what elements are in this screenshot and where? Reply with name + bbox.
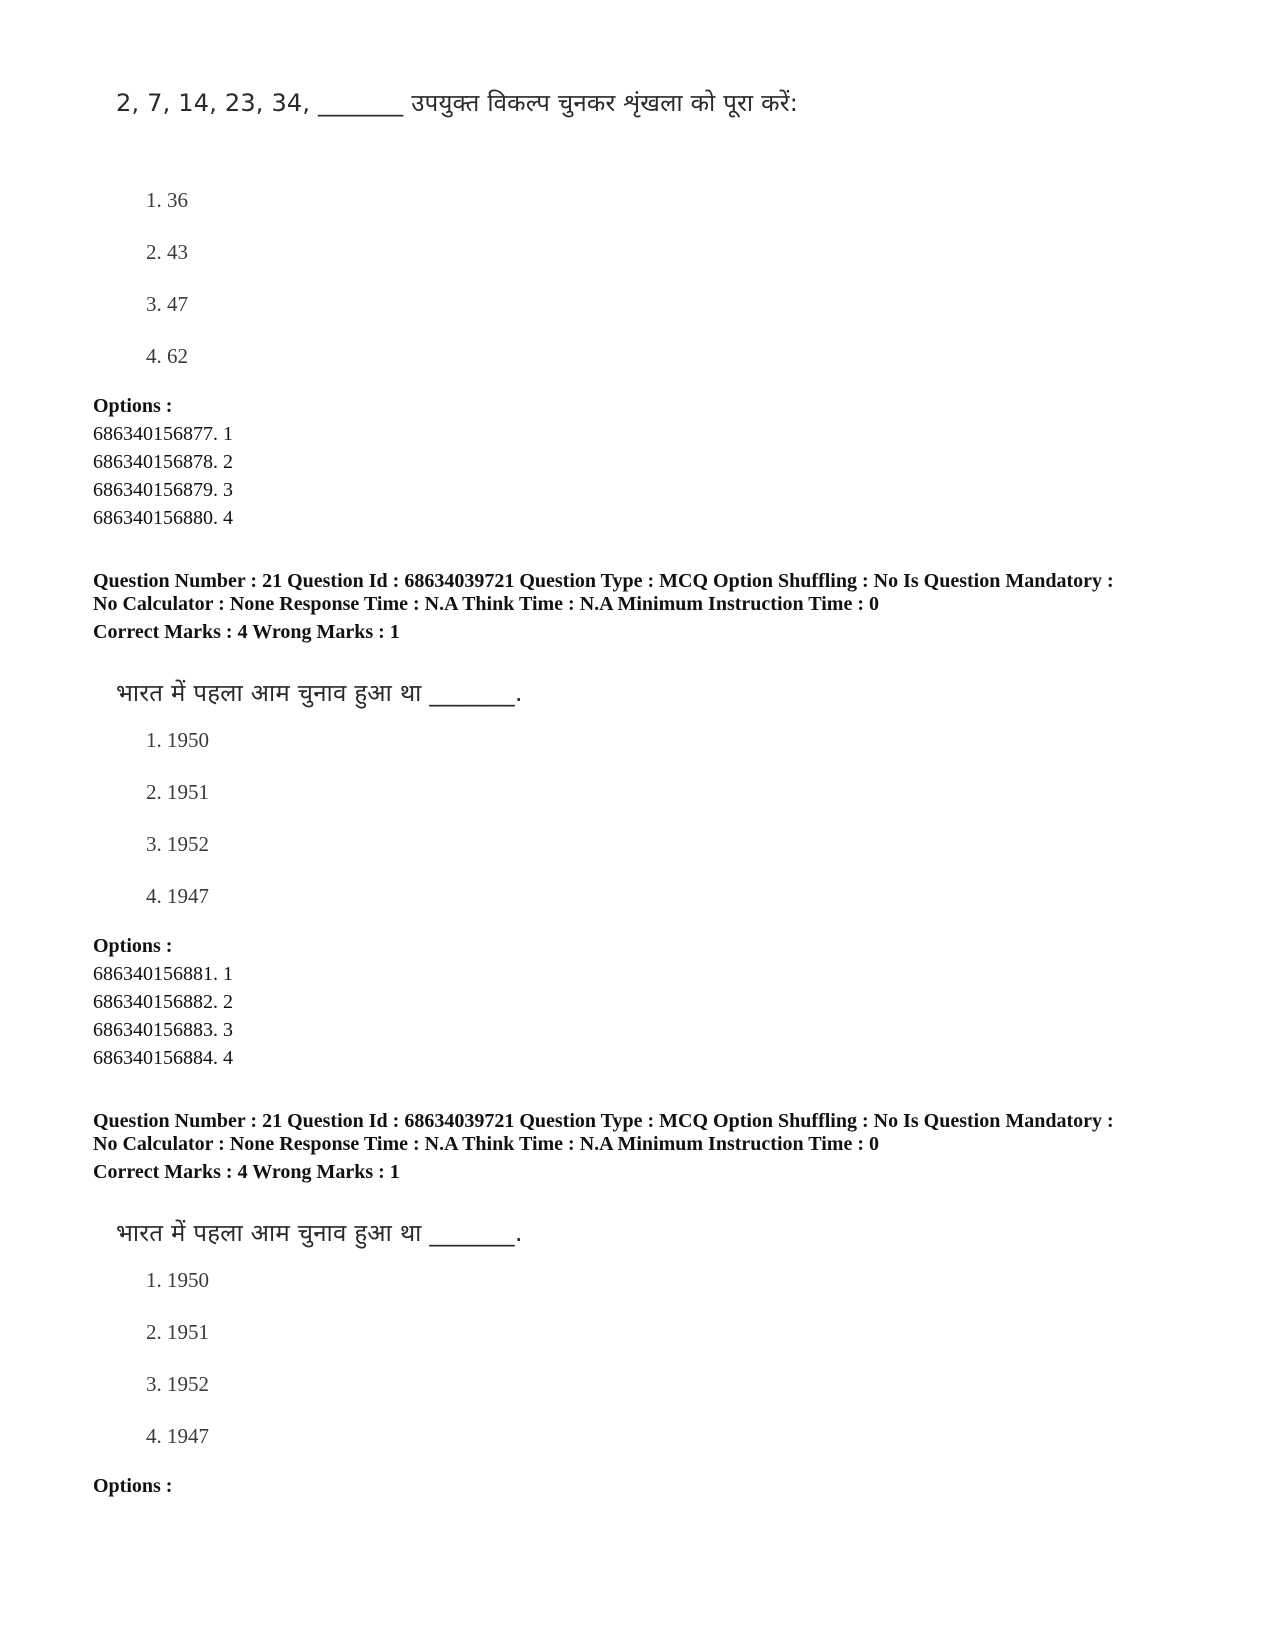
option-id-3: 686340156879. 3 xyxy=(93,479,233,501)
choice-3: 3. 47 xyxy=(146,292,188,316)
question-meta-line-2: No Calculator : None Response Time : N.A Think Time : N.A Minimum Instruction Time : 0 xyxy=(93,593,879,615)
options-heading: Options : xyxy=(93,1475,173,1497)
question-meta-line-1: Question Number : 21 Question Id : 68634039721 Question Type : MCQ Option Shuffling : No Is Question Mandatory : xyxy=(93,570,1114,592)
choice-3: 3. 1952 xyxy=(146,832,209,856)
choice-3: 3. 1952 xyxy=(146,1372,209,1396)
question-text: 2, 7, 14, 23, 34, _______ उपयुक्त विकल्प चुनकर शृंखला को पूरा करें: xyxy=(116,89,799,117)
choice-1: 1. 36 xyxy=(146,188,188,212)
option-id-4: 686340156884. 4 xyxy=(93,1047,233,1069)
choice-1: 1. 1950 xyxy=(146,728,209,752)
choice-2: 2. 43 xyxy=(146,240,188,264)
choice-1: 1. 1950 xyxy=(146,1268,209,1292)
choice-2: 2. 1951 xyxy=(146,780,209,804)
option-id-2: 686340156882. 2 xyxy=(93,991,233,1013)
option-id-4: 686340156880. 4 xyxy=(93,507,233,529)
marks-line: Correct Marks : 4 Wrong Marks : 1 xyxy=(93,621,400,643)
question-meta-line-1: Question Number : 21 Question Id : 68634039721 Question Type : MCQ Option Shuffling : No Is Question Mandatory : xyxy=(93,1110,1114,1132)
marks-line: Correct Marks : 4 Wrong Marks : 1 xyxy=(93,1161,400,1183)
option-id-2: 686340156878. 2 xyxy=(93,451,233,473)
choice-2: 2. 1951 xyxy=(146,1320,209,1344)
option-id-1: 686340156877. 1 xyxy=(93,423,233,445)
choice-4: 4. 62 xyxy=(146,344,188,368)
question-text: भारत में पहला आम चुनाव हुआ था _______. xyxy=(116,1219,523,1247)
options-heading: Options : xyxy=(93,935,173,957)
question-meta-line-2: No Calculator : None Response Time : N.A Think Time : N.A Minimum Instruction Time : 0 xyxy=(93,1133,879,1155)
choice-4: 4. 1947 xyxy=(146,884,209,908)
option-id-3: 686340156883. 3 xyxy=(93,1019,233,1041)
question-text: भारत में पहला आम चुनाव हुआ था _______. xyxy=(116,679,523,707)
choice-4: 4. 1947 xyxy=(146,1424,209,1448)
options-heading: Options : xyxy=(93,395,173,417)
option-id-1: 686340156881. 1 xyxy=(93,963,233,985)
